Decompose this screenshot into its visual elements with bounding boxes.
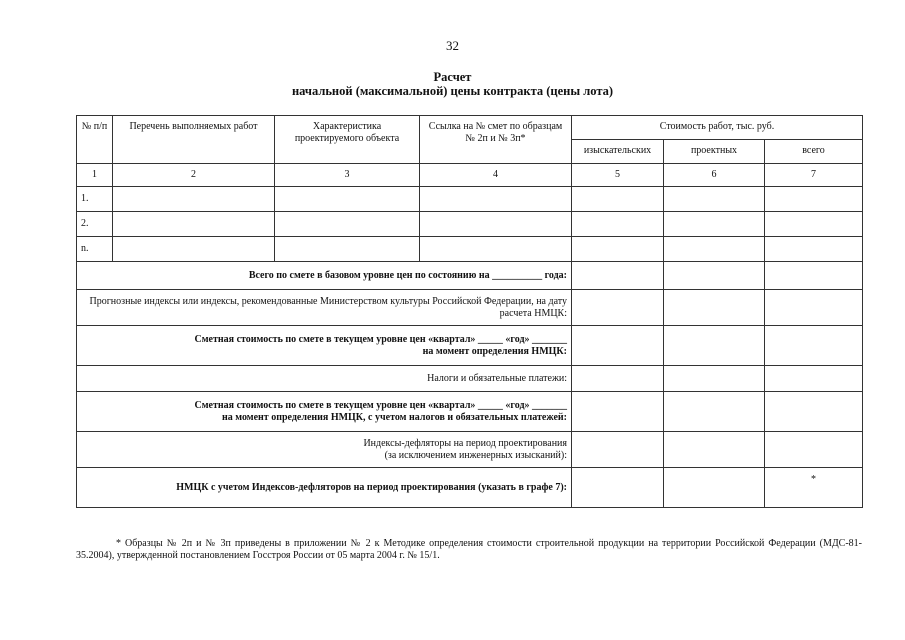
cell (420, 212, 572, 237)
cell (572, 212, 664, 237)
header-num: № п/п (77, 116, 113, 164)
header-cost: Стоимость работ, тыс. руб. (572, 116, 863, 140)
base-total-row (77, 262, 863, 290)
cell (572, 290, 664, 326)
cell (572, 468, 664, 508)
row-number: 1. (77, 187, 113, 212)
cell (420, 187, 572, 212)
cell (765, 187, 863, 212)
base-total-label: Всего по смете в базовом уровне цен по состоянию на __________ года: (77, 262, 572, 290)
title-line-1: Расчет (433, 70, 472, 84)
taxes-row (77, 366, 863, 392)
cell (572, 262, 664, 290)
cell (275, 237, 420, 262)
deflator-label (77, 432, 572, 468)
header-total: всего (765, 140, 863, 164)
current-cost-tax-row (77, 392, 863, 432)
cell (664, 468, 765, 508)
cell (572, 187, 664, 212)
indexes-label: Прогнозные индексы или индексы, рекомендованные Министерством культуры Российской Федерации, на дату расчета НМЦК: (77, 290, 572, 326)
column-number: 5 (572, 164, 664, 187)
title-line-2: начальной (максимальной) цены контракта (цены лота) (291, 84, 614, 98)
deflator-line-1: Индексы-дефляторы на период проектирования (363, 437, 567, 449)
cell (664, 212, 765, 237)
current-cost-label (77, 326, 572, 366)
column-number: 4 (420, 164, 572, 187)
cell (572, 326, 664, 366)
deflator-row (77, 432, 863, 468)
cell (664, 187, 765, 212)
cell (420, 237, 572, 262)
current-cost-tax-label (77, 392, 572, 432)
cell (664, 326, 765, 366)
table-row (77, 212, 863, 237)
header-survey: изыскательских (572, 140, 664, 164)
footnote: * Образцы № 2п и № 3п приведены в приложении № 2 к Методике определения стоимости строительной продукции на территории Российской Федерации (МДС-81-35.2004), утвержденной постановлением Госстроя России от 05 марта 2004 г. № 15/1. (76, 538, 862, 561)
cell (664, 366, 765, 392)
cell (572, 366, 664, 392)
indexes-row (77, 290, 863, 326)
cell (572, 237, 664, 262)
header-design: проектных (664, 140, 765, 164)
cell (664, 262, 765, 290)
cell (664, 392, 765, 432)
cell (765, 237, 863, 262)
current-cost-line-2: на момент определения НМЦК: (422, 345, 567, 357)
document-title (0, 70, 905, 98)
cell (275, 187, 420, 212)
cell (664, 290, 765, 326)
cell (113, 212, 275, 237)
nmck-row (77, 468, 863, 508)
header-works: Перечень выполняемых работ (113, 116, 275, 164)
current-cost-row (77, 326, 863, 366)
cell (765, 432, 863, 468)
current-cost-tax-line-1: Сметная стоимость по смете в текущем уровне цен «квартал» _____ «год» _______ (194, 399, 567, 411)
column-number-row (77, 164, 863, 187)
column-number: 1 (77, 164, 113, 187)
taxes-label: Налоги и обязательные платежи: (77, 366, 572, 392)
table-row (77, 187, 863, 212)
price-calculation-table (76, 115, 863, 508)
header-object: Характеристика проектируемого объекта (275, 116, 420, 164)
nmck-total-asterisk: * (765, 468, 863, 508)
column-number: 6 (664, 164, 765, 187)
cell (664, 237, 765, 262)
cell (765, 212, 863, 237)
column-number: 3 (275, 164, 420, 187)
column-number: 7 (765, 164, 863, 187)
cell (765, 262, 863, 290)
row-number: n. (77, 237, 113, 262)
row-number: 2. (77, 212, 113, 237)
cell (765, 392, 863, 432)
cell (765, 326, 863, 366)
cell (765, 290, 863, 326)
header-estimates: Ссылка на № смет по образцам № 2п и № 3п* (420, 116, 572, 164)
cell (113, 187, 275, 212)
current-cost-tax-line-2: на момент определения НМЦК, с учетом налогов и обязательных платежей: (222, 411, 567, 423)
page-number: 32 (446, 38, 459, 53)
cell (572, 432, 664, 468)
column-number: 2 (113, 164, 275, 187)
table-row (77, 237, 863, 262)
deflator-line-2: (за исключением инженерных изысканий): (384, 449, 567, 461)
current-cost-line-1: Сметная стоимость по смете в текущем уровне цен «квартал» _____ «год» _______ (194, 333, 567, 345)
nmck-label: НМЦК с учетом Индексов-дефляторов на период проектирования (указать в графе 7): (77, 468, 572, 508)
cell (113, 237, 275, 262)
cell (765, 366, 863, 392)
cell (572, 392, 664, 432)
cell (275, 212, 420, 237)
cell (664, 432, 765, 468)
